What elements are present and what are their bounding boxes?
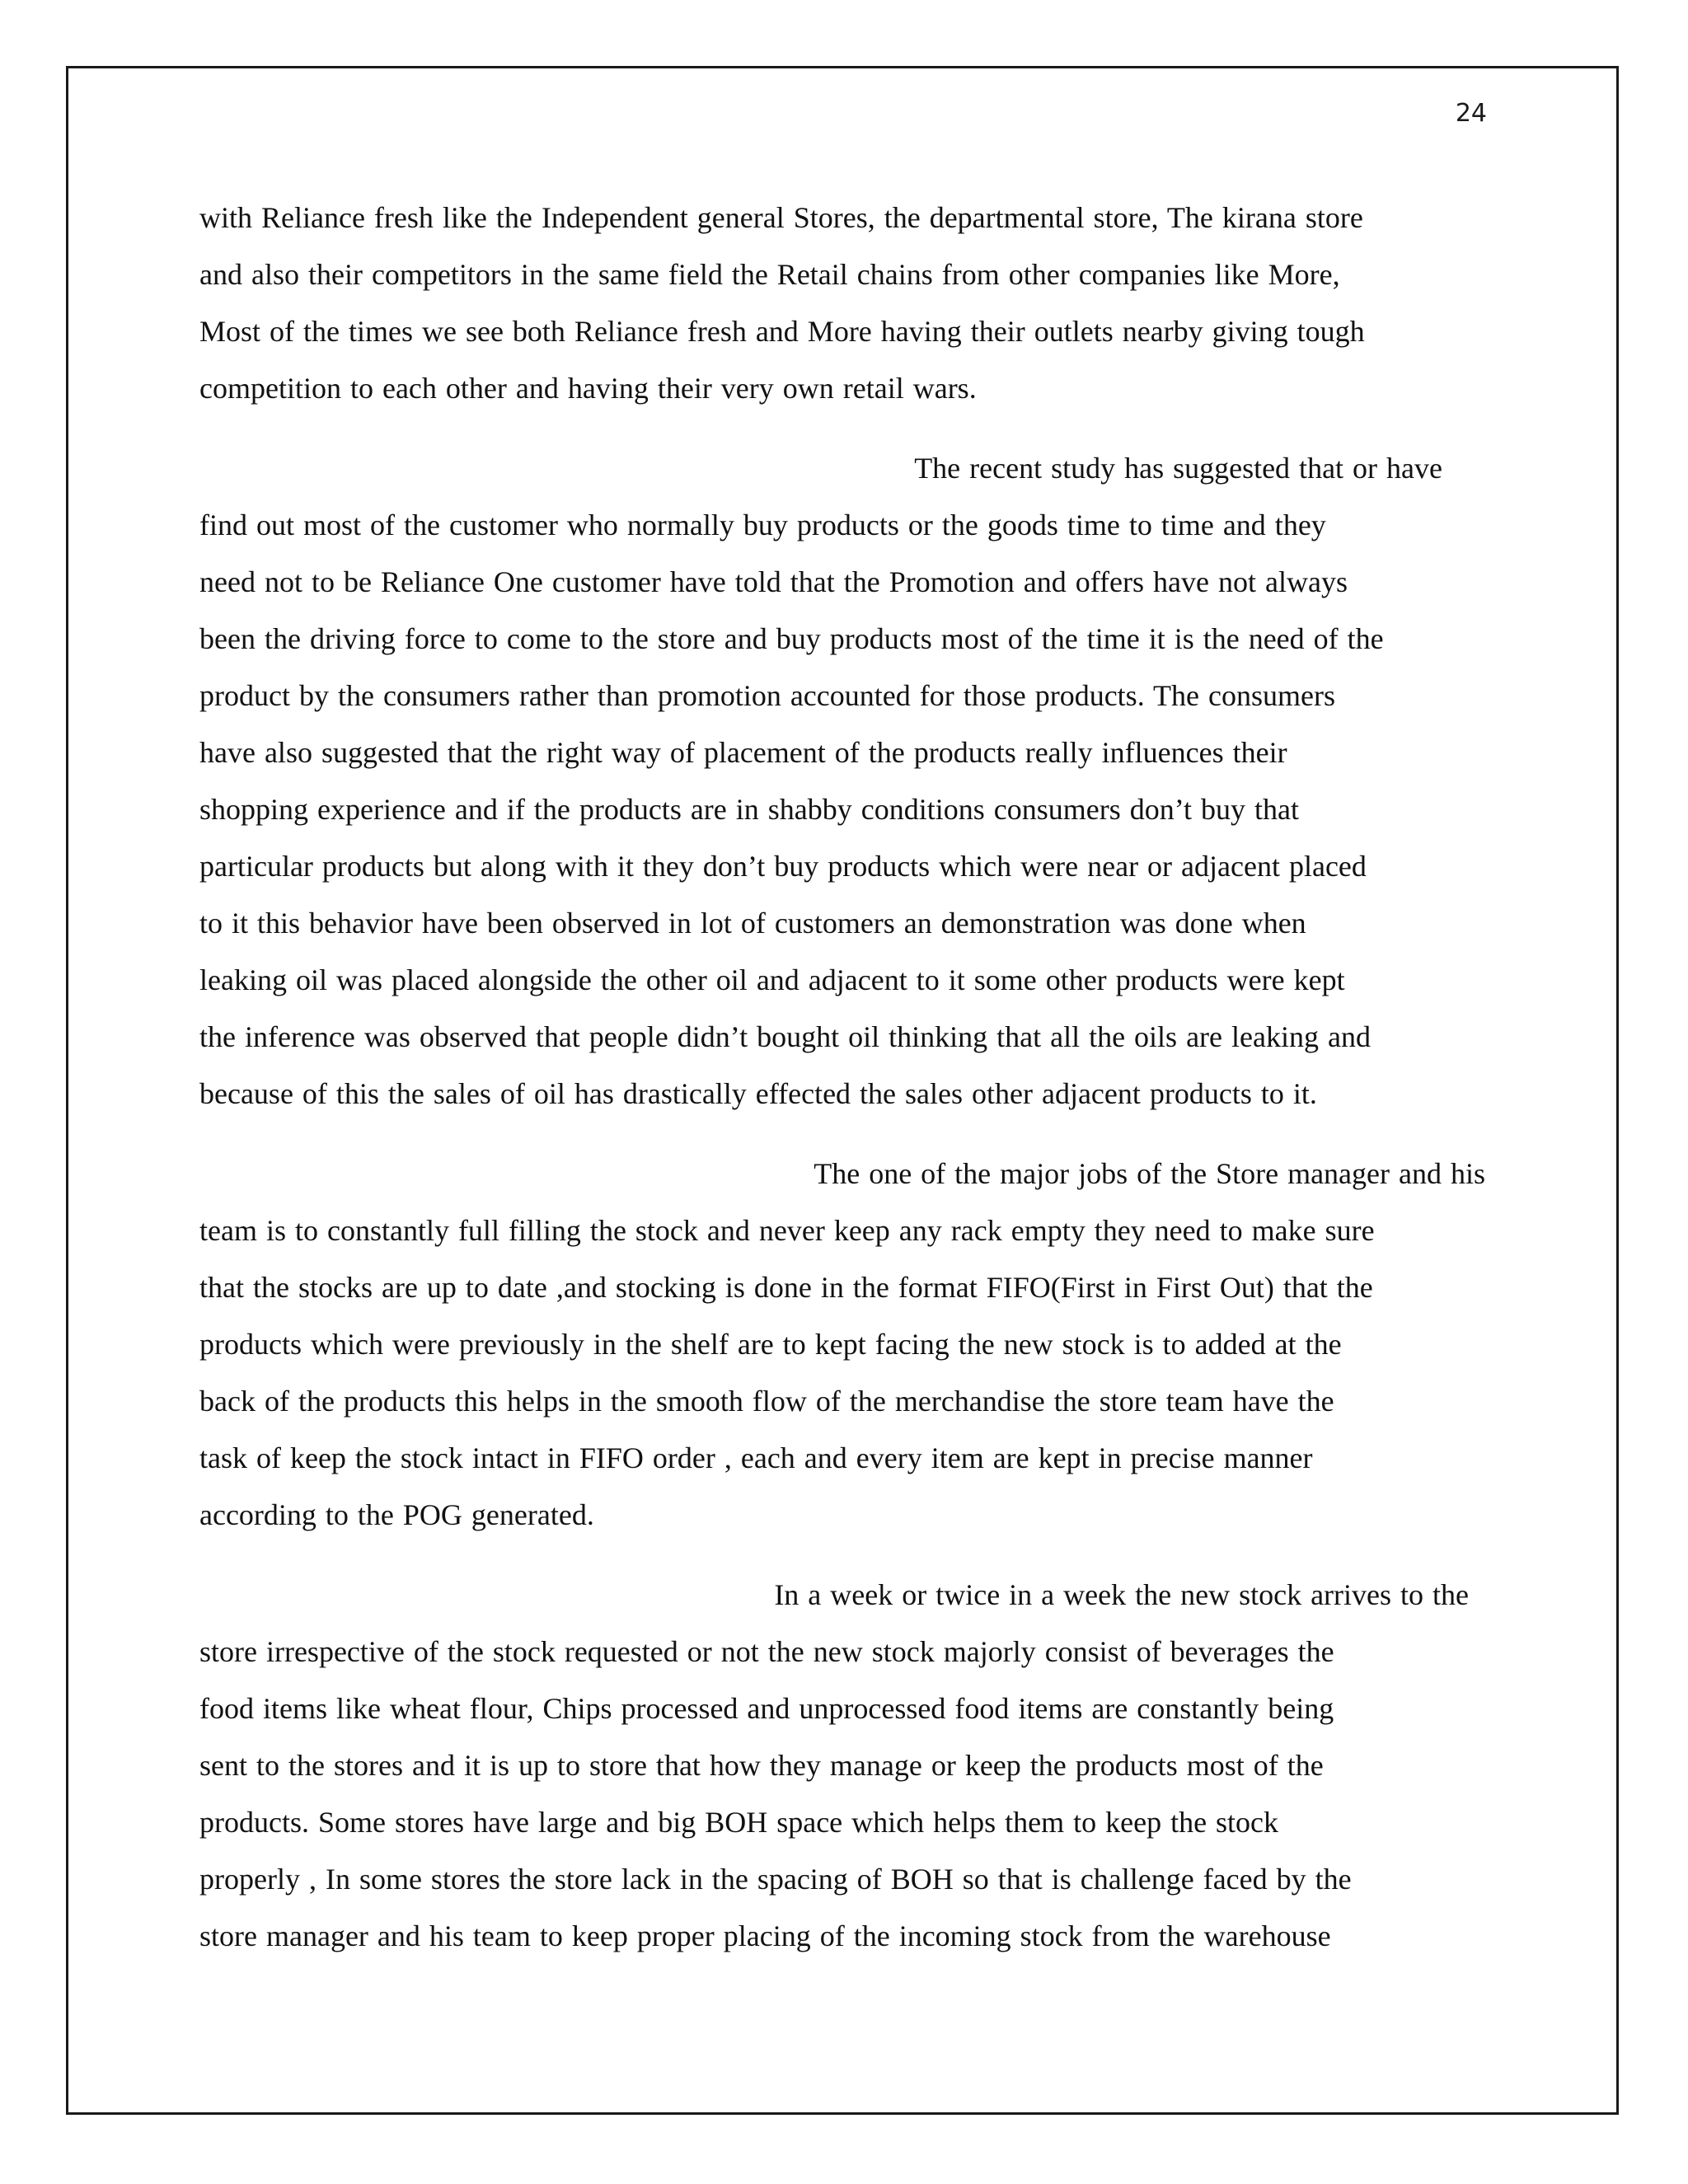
text-line: The one of the major jobs of the Store manager and his xyxy=(814,1157,1485,1190)
paragraph-3 xyxy=(199,1146,1485,1544)
text-line: store manager and his team to keep proper placing of the incoming stock from the warehouse xyxy=(199,1919,1331,1952)
text-line: task of keep the stock intact in FIFO order , each and every item are kept in precise manner xyxy=(199,1441,1313,1474)
text-line: the inference was observed that people didn’t bought oil thinking that all the oils are leaking and xyxy=(199,1020,1371,1053)
text-line: The recent study has suggested that or have xyxy=(914,452,1442,485)
text-line: back of the products this helps in the smooth flow of the merchandise the store team have the xyxy=(199,1385,1334,1418)
text-line: product by the consumers rather than promotion accounted for those products. The consumers xyxy=(199,679,1335,712)
text-line: competition to each other and having their very own retail wars. xyxy=(199,372,977,405)
document-body xyxy=(199,190,1485,1988)
text-line: sent to the stores and it is up to store that how they manage or keep the products most of the xyxy=(199,1749,1324,1782)
text-line: with Reliance fresh like the Independent general Stores, the departmental store, The kirana store xyxy=(199,201,1363,234)
text-line: food items like wheat flour, Chips processed and unprocessed food items are constantly being xyxy=(199,1692,1334,1725)
paragraph-1 xyxy=(199,190,1485,417)
text-line: that the stocks are up to date ,and stocking is done in the format FIFO(First in First Out) that the xyxy=(199,1271,1373,1304)
text-line: In a week or twice in a week the new stock arrives to the xyxy=(774,1578,1469,1611)
text-line: been the driving force to come to the store and buy products most of the time it is the need of the xyxy=(199,622,1384,655)
text-line: because of this the sales of oil has drastically effected the sales other adjacent products to it. xyxy=(199,1077,1317,1110)
text-line: have also suggested that the right way of placement of the products really influences their xyxy=(199,736,1287,769)
text-line: Most of the times we see both Reliance fresh and More having their outlets nearby giving tough xyxy=(199,315,1365,348)
text-line: according to the POG generated. xyxy=(199,1498,594,1531)
text-line: store irrespective of the stock requested or not the new stock majorly consist of beverages the xyxy=(199,1635,1334,1668)
text-line: products which were previously in the shelf are to kept facing the new stock is to added at the xyxy=(199,1328,1342,1361)
text-line: to it this behavior have been observed in lot of customers an demonstration was done when xyxy=(199,907,1306,940)
text-line: team is to constantly full filling the stock and never keep any rack empty they need to make sure xyxy=(199,1214,1375,1247)
text-line: find out most of the customer who normally buy products or the goods time to time and they xyxy=(199,509,1326,541)
text-line: properly , In some stores the store lack in the spacing of BOH so that is challenge faced by the xyxy=(199,1863,1352,1896)
text-line: shopping experience and if the products are in shabby conditions consumers don’t buy that xyxy=(199,793,1300,826)
text-line: leaking oil was placed alongside the other oil and adjacent to it some other products were kept xyxy=(199,963,1345,996)
text-line: products. Some stores have large and big BOH space which helps them to keep the stock xyxy=(199,1806,1279,1839)
page-number: 24 xyxy=(1455,99,1487,128)
text-line: need not to be Reliance One customer have told that the Promotion and offers have not always xyxy=(199,565,1348,598)
paragraph-2 xyxy=(199,440,1485,1122)
paragraph-4 xyxy=(199,1567,1485,1965)
text-line: particular products but along with it they don’t buy products which were near or adjacent placed xyxy=(199,850,1367,883)
text-line: and also their competitors in the same field the Retail chains from other companies like More, xyxy=(199,258,1340,291)
